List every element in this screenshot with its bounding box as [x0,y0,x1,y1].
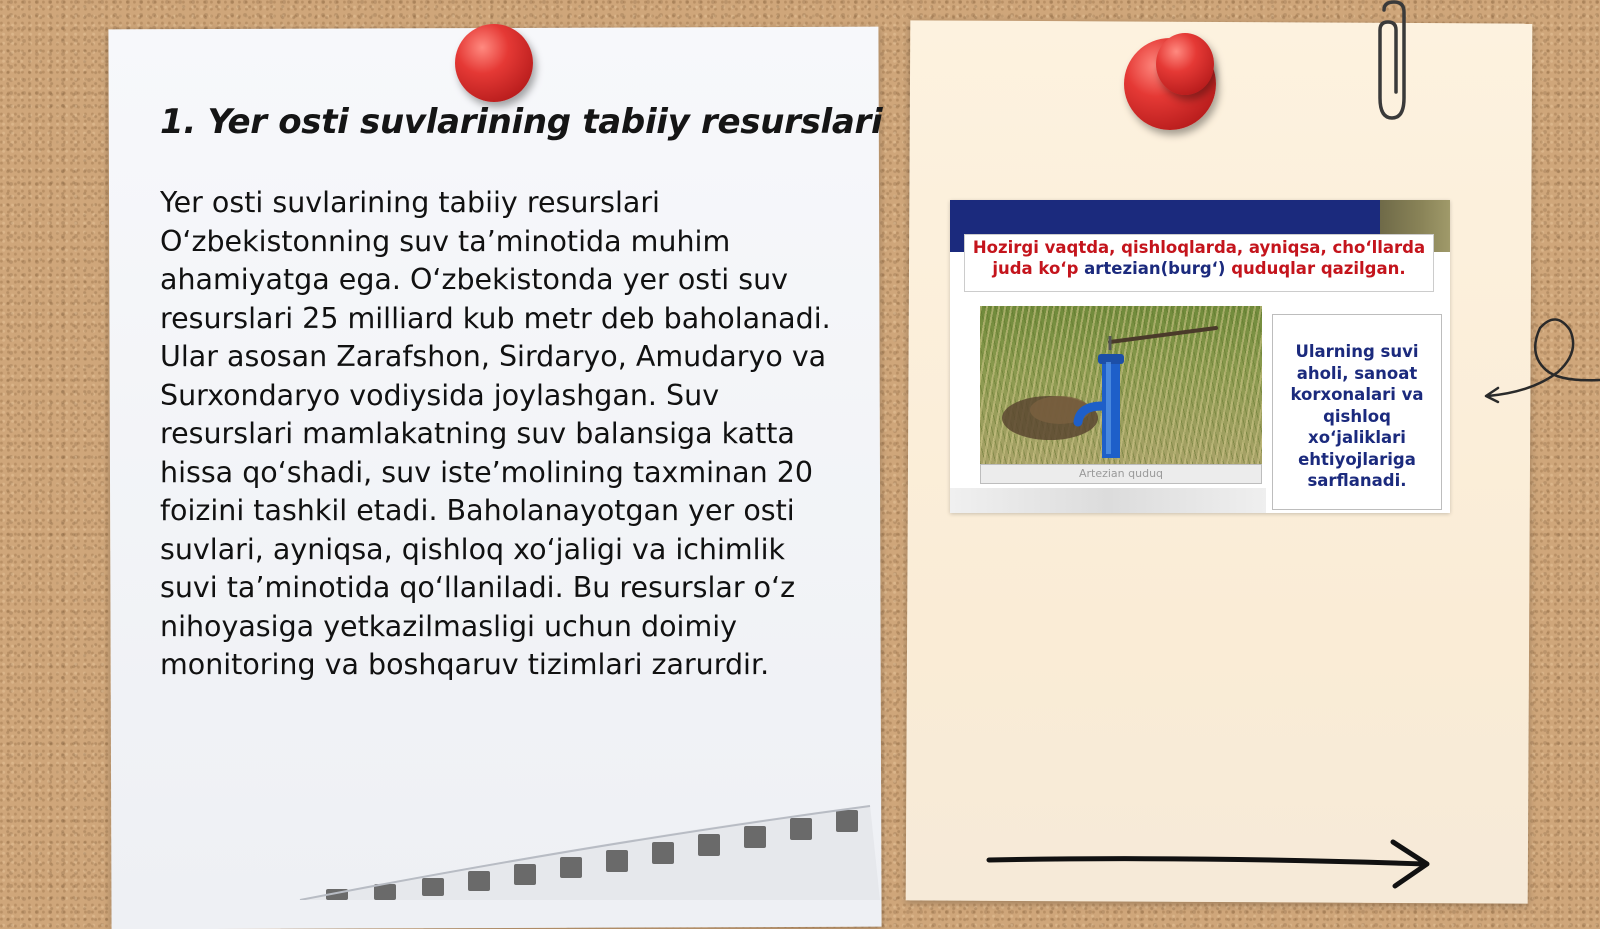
page-title: 1. Yer osti suvlarining tabiiy resurslari [160,102,883,142]
side-text-box: Ularning suvi aholi, sanoat korxonalari va qishloq xo‘jaliklari ehtiyojlariga sarflanadi. [1272,314,1442,510]
body-paragraph: Yer osti suvlarining tabiiy resurslari O‘zbekistonning suv ta’minotida muhim ahamiyatga ega. O‘zbekistonda yer osti suv resurslari 25 milliard kub metr deb baholanadi. Ular asosan Zarafshon, Sirdaryo, Amudaryo va Surxondaryo vodiysida joylashgan. Suv resurslari mamlakatning suv balansiga katta hissa qo‘shadi, suv iste’molining taxminan 20 foizini tashkil etadi. Baholanayotgan yer osti suvlari, ayniqsa, qishloq xo‘jaligi va ichimlik suvi ta’minotida qo‘llaniladi. Bu resurslar o‘z nihoyasiga yetkazilmasligi uchun doimiy monitoring va boshqaruv tizimlari zarurdir. [160,186,831,681]
photo-label: Artezian quduq [980,464,1262,484]
caption-blue-part: artezian(burg‘) [1084,259,1226,278]
curly-arrow-icon [1480,310,1600,410]
artesian-well-photo-card [950,200,1450,513]
right-arrow-icon [985,838,1445,890]
photo-caption [964,234,1434,292]
caption-red-part: Hozirgi vaqtda, qishloqlarda, ayniqsa, cho‘llarda juda ko‘p [972,238,1426,278]
artesian-well-pump-icon [980,306,1262,464]
paperclip-icon [1372,0,1416,125]
push-pin-icon [455,24,533,102]
photo-bottom-strip [950,488,1266,513]
push-pin-icon [1156,33,1214,95]
well-field-image [980,306,1262,464]
caption-red-end: quduqlar qazilgan. [1225,259,1406,278]
